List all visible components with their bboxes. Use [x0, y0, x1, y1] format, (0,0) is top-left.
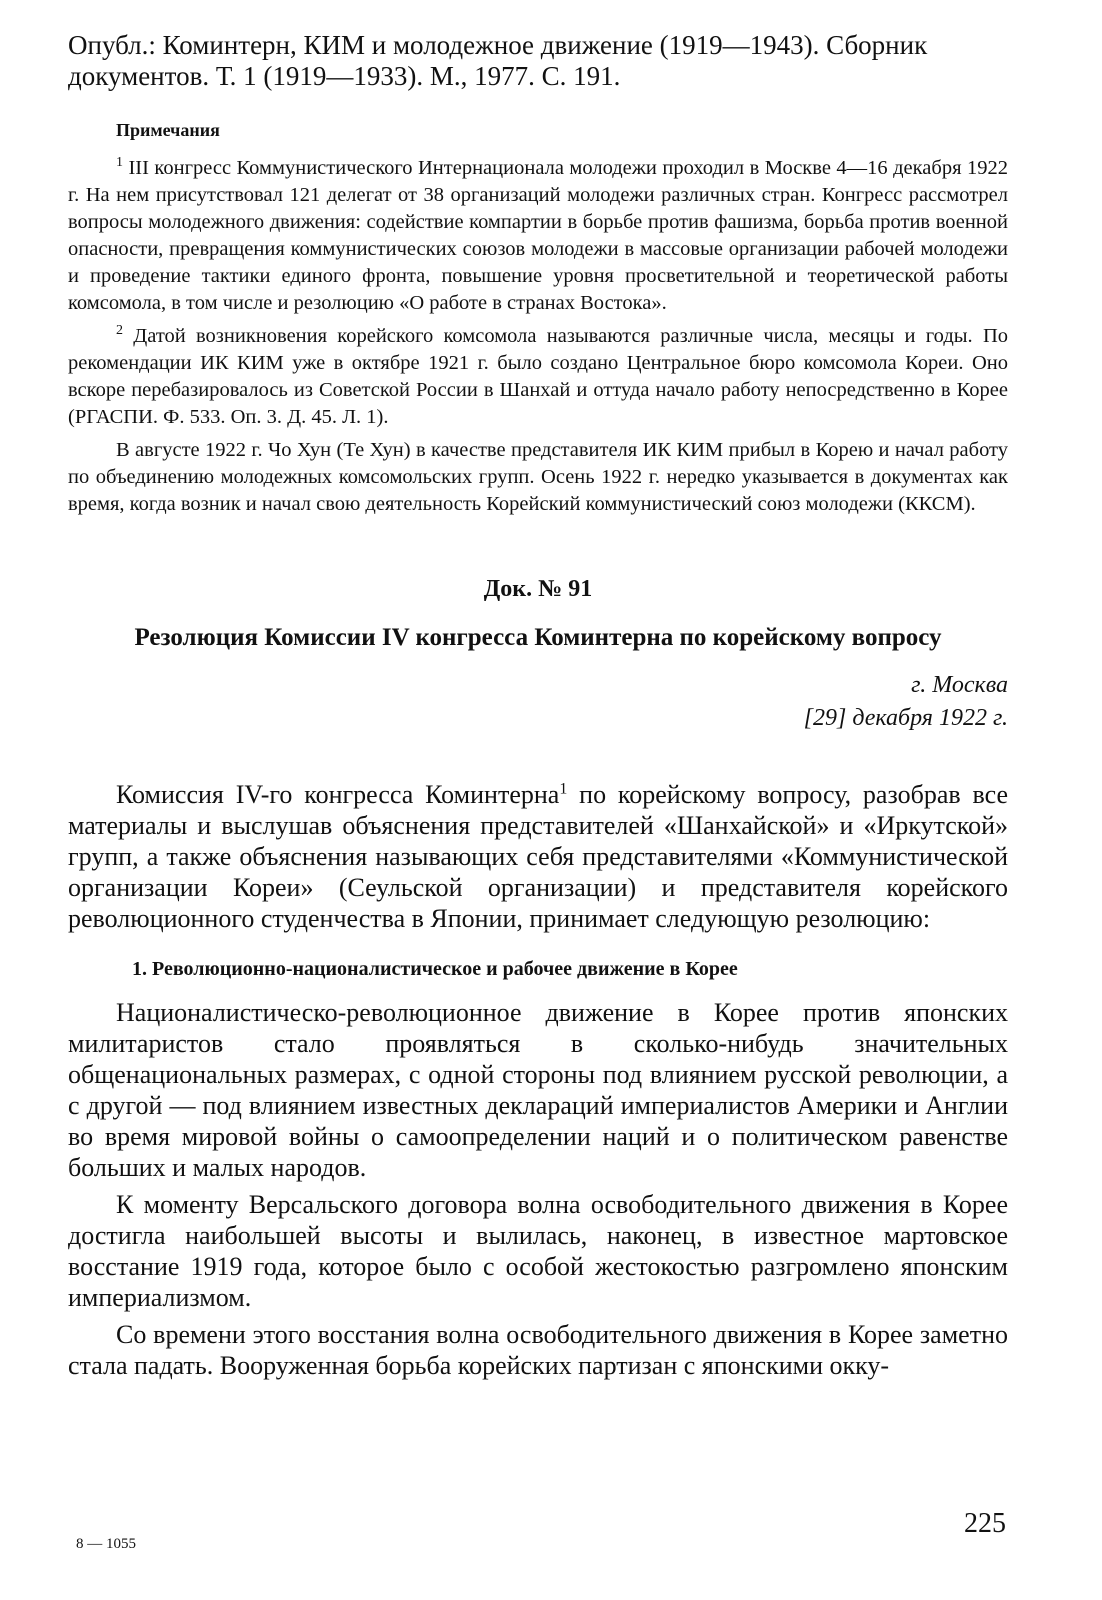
- document-page: [68, 30, 1008, 1387]
- printing-code: 8 — 1055: [76, 1536, 136, 1552]
- intro-text-continued: по корейскому вопросу, разобрав все материалы и выслушав объяснения представителей «Шанхайской» и «Иркутской» групп, а также объяснения называющих себя представителями «Коммунистической организации Кореи» (Сеульской организации) и представителя корейского революционного студенчества в Японии, принимает следующую резолюцию:: [68, 780, 1008, 933]
- footnote-marker: 1: [559, 780, 568, 798]
- note-text: III конгресс Коммунистического Интернационала молодежи проходил в Москве 4—16 декабря 1922 г. На нем присутствовал 121 делегат от 38 организаций молодежи различных стран. Конгресс рассмотрел вопросы молодежного движения: содействие компартии в борьбе против фашизма, борьба против военной опасности, превращения коммунистических союзов молодежи в массовые организации рабочей молодежи и проведение тактики единого фронта, повышение уровня просветительной и теоретической работы комсомола, в том числе и резолюцию «О работе в странах Востока».: [68, 157, 1008, 314]
- publication-source: Опубл.: Коминтерн, КИМ и молодежное движение (1919—1943). Сборник документов. Т. 1 (1919—1933). М., 1977. С. 191.: [68, 30, 928, 91]
- section-heading: 1. Революционно-националистическое и рабочее движение в Корее: [132, 958, 738, 980]
- note-2: [68, 323, 1008, 431]
- note-2-continuation: В августе 1922 г. Чо Хун (Те Хун) в качестве представителя ИК КИМ прибыл в Корею и начал работу по объединению молодежных комсомольских групп. Осень 1922 г. нередко указывается в документах как время, когда возник и начал свою деятельность Корейский коммунистический союз молодежи (ККСМ).: [68, 439, 1008, 515]
- document-number: Док. № 91: [483, 576, 593, 602]
- note-marker: 1: [116, 155, 123, 171]
- page-number: 225: [964, 1508, 1006, 1539]
- note-marker: 2: [116, 323, 123, 339]
- note-text: Датой возникновения корейского комсомола называются различные числа, месяцы и годы. По рекомендации ИК КИМ уже в октябре 1921 г. было создано Центральное бюро комсомола Кореи. Оно вскоре перебазировалось из Советской России в Шанхай и оттуда начало работу непосредственно в Корее (РГАСПИ. Ф. 533. Оп. 3. Д. 45. Л. 1).: [68, 325, 1008, 428]
- document-title: Резолюция Комиссии IV конгресса Коминтерна по корейскому вопросу: [134, 624, 942, 651]
- document-place: г. Москва: [911, 672, 1008, 698]
- note-1: [68, 155, 1008, 317]
- intro-text: Комиссия IV-го конгресса Коминтерна: [116, 780, 560, 809]
- document-date: [29] декабря 1922 г.: [803, 705, 1008, 731]
- intro-paragraph: [68, 779, 1008, 934]
- notes-heading: Примечания: [116, 120, 220, 140]
- body-paragraph: К моменту Версальского договора волна освободительного движения в Корее достигла наибольшей высоты и вылилась, наконец, в известное мартовское восстание 1919 года, которое было с особой жестокостью разгромлено японским империализмом.: [68, 1190, 1008, 1312]
- body-paragraph: Националистическо-революционное движение в Корее против японских милитаристов стало проявляться в сколько-нибудь значительных общенациональных размерах, с одной стороны под влиянием русской революции, а с другой — под влиянием известных деклараций империалистов Америки и Англии во время мировой войны о самоопределении наций и о политическом равенстве больших и малых народов.: [68, 998, 1008, 1182]
- body-paragraph: Со времени этого восстания волна освободительного движения в Корее заметно стала падать. Вооруженная борьба корейских партизан с японскими окку-: [68, 1320, 1008, 1380]
